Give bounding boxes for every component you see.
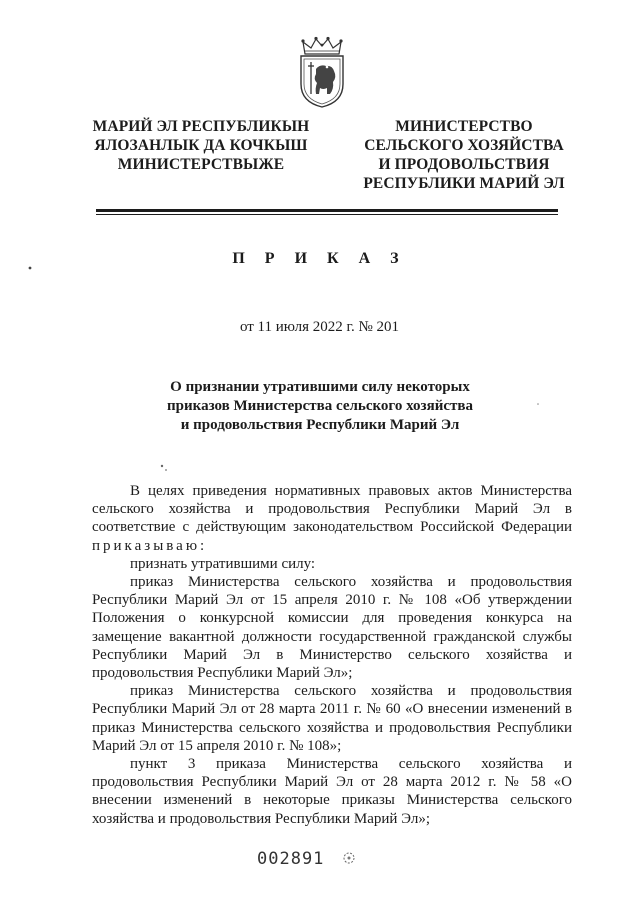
coat-of-arms-emblem bbox=[296, 36, 348, 108]
ministry-name-russian-line: РЕСПУБЛИКИ МАРИЙ ЭЛ bbox=[363, 175, 565, 192]
document-date-number: от 11 июля 2022 г. № 201 bbox=[239, 319, 400, 335]
ministry-name-mari-line: МАРИЙ ЭЛ РЕСПУБЛИКЫН bbox=[92, 118, 310, 135]
ministry-name-russian-line: СЕЛЬСКОГО ХОЗЯЙСТВА bbox=[364, 137, 564, 154]
subject-line: и продовольствия Республики Марий Эл bbox=[180, 417, 460, 433]
document-body bbox=[92, 482, 572, 828]
subject-line: приказов Министерства сельского хозяйства bbox=[167, 398, 473, 414]
body-paragraph-preamble bbox=[92, 482, 572, 555]
stamp-mark-icon bbox=[342, 851, 356, 865]
order-word: приказываю bbox=[92, 537, 201, 554]
document-title: П Р И К А З bbox=[232, 250, 407, 267]
preamble-text: В целях приведения нормативных правовых актов Министерства сельского хозяйства и продовольствия Республики Марий Эл в соответствие с действующим законодательством Российской Федерации bbox=[92, 483, 572, 536]
ministry-name-russian-line: И ПРОДОВОЛЬСТВИЯ bbox=[378, 156, 550, 173]
header-divider-thick bbox=[96, 209, 558, 212]
ministry-name-russian-line: МИНИСТЕРСТВО bbox=[395, 118, 533, 135]
body-paragraph-item-2: приказ Министерства сельского хозяйства и продовольствия Республики Марий Эл от 28 марта 2011 г. № 60 «О внесении изменений в приказ Министерства сельского хозяйства и продовольствия Республики Марий Эл от 15 апреля 2010 г. № 108»; bbox=[92, 683, 572, 754]
body-paragraph-item-3: пункт 3 приказа Министерства сельского хозяйства и продовольствия Республики Марий Эл от 28 марта 2012 г. № 58 «О внесении изменений в некоторые приказы Министерства сельского хозяйства и продовольствия Республики Марий Эл»; bbox=[92, 756, 572, 827]
preamble-colon: : bbox=[200, 537, 205, 554]
subject-line: О признании утратившими силу некоторых bbox=[170, 379, 470, 395]
ministry-name-mari bbox=[86, 117, 316, 174]
header-divider-thin bbox=[96, 214, 558, 215]
document-subject bbox=[150, 378, 490, 435]
ministry-name-russian bbox=[344, 117, 584, 193]
document-serial-number: 002891 bbox=[257, 849, 325, 869]
body-paragraph-declare: признать утратившими силу: bbox=[130, 555, 316, 572]
ministry-name-mari-line: МИНИСТЕРСТВЫЖЕ bbox=[117, 156, 285, 173]
ministry-name-mari-line: ЯЛОЗАНЛЫК ДА КОЧКЫШ bbox=[94, 137, 308, 154]
body-paragraph-item-1: приказ Министерства сельского хозяйства и продовольствия Республики Марий Эл от 15 апреля 2010 г. № 108 «Об утверждении Положения о конкурсной комиссии для проведения конкурса на замещение вакантной должности государственной гражданской службы Республики Марий Эл в Министерство сельского хозяйства и продовольствия Республики Марий Эл»; bbox=[92, 574, 572, 682]
